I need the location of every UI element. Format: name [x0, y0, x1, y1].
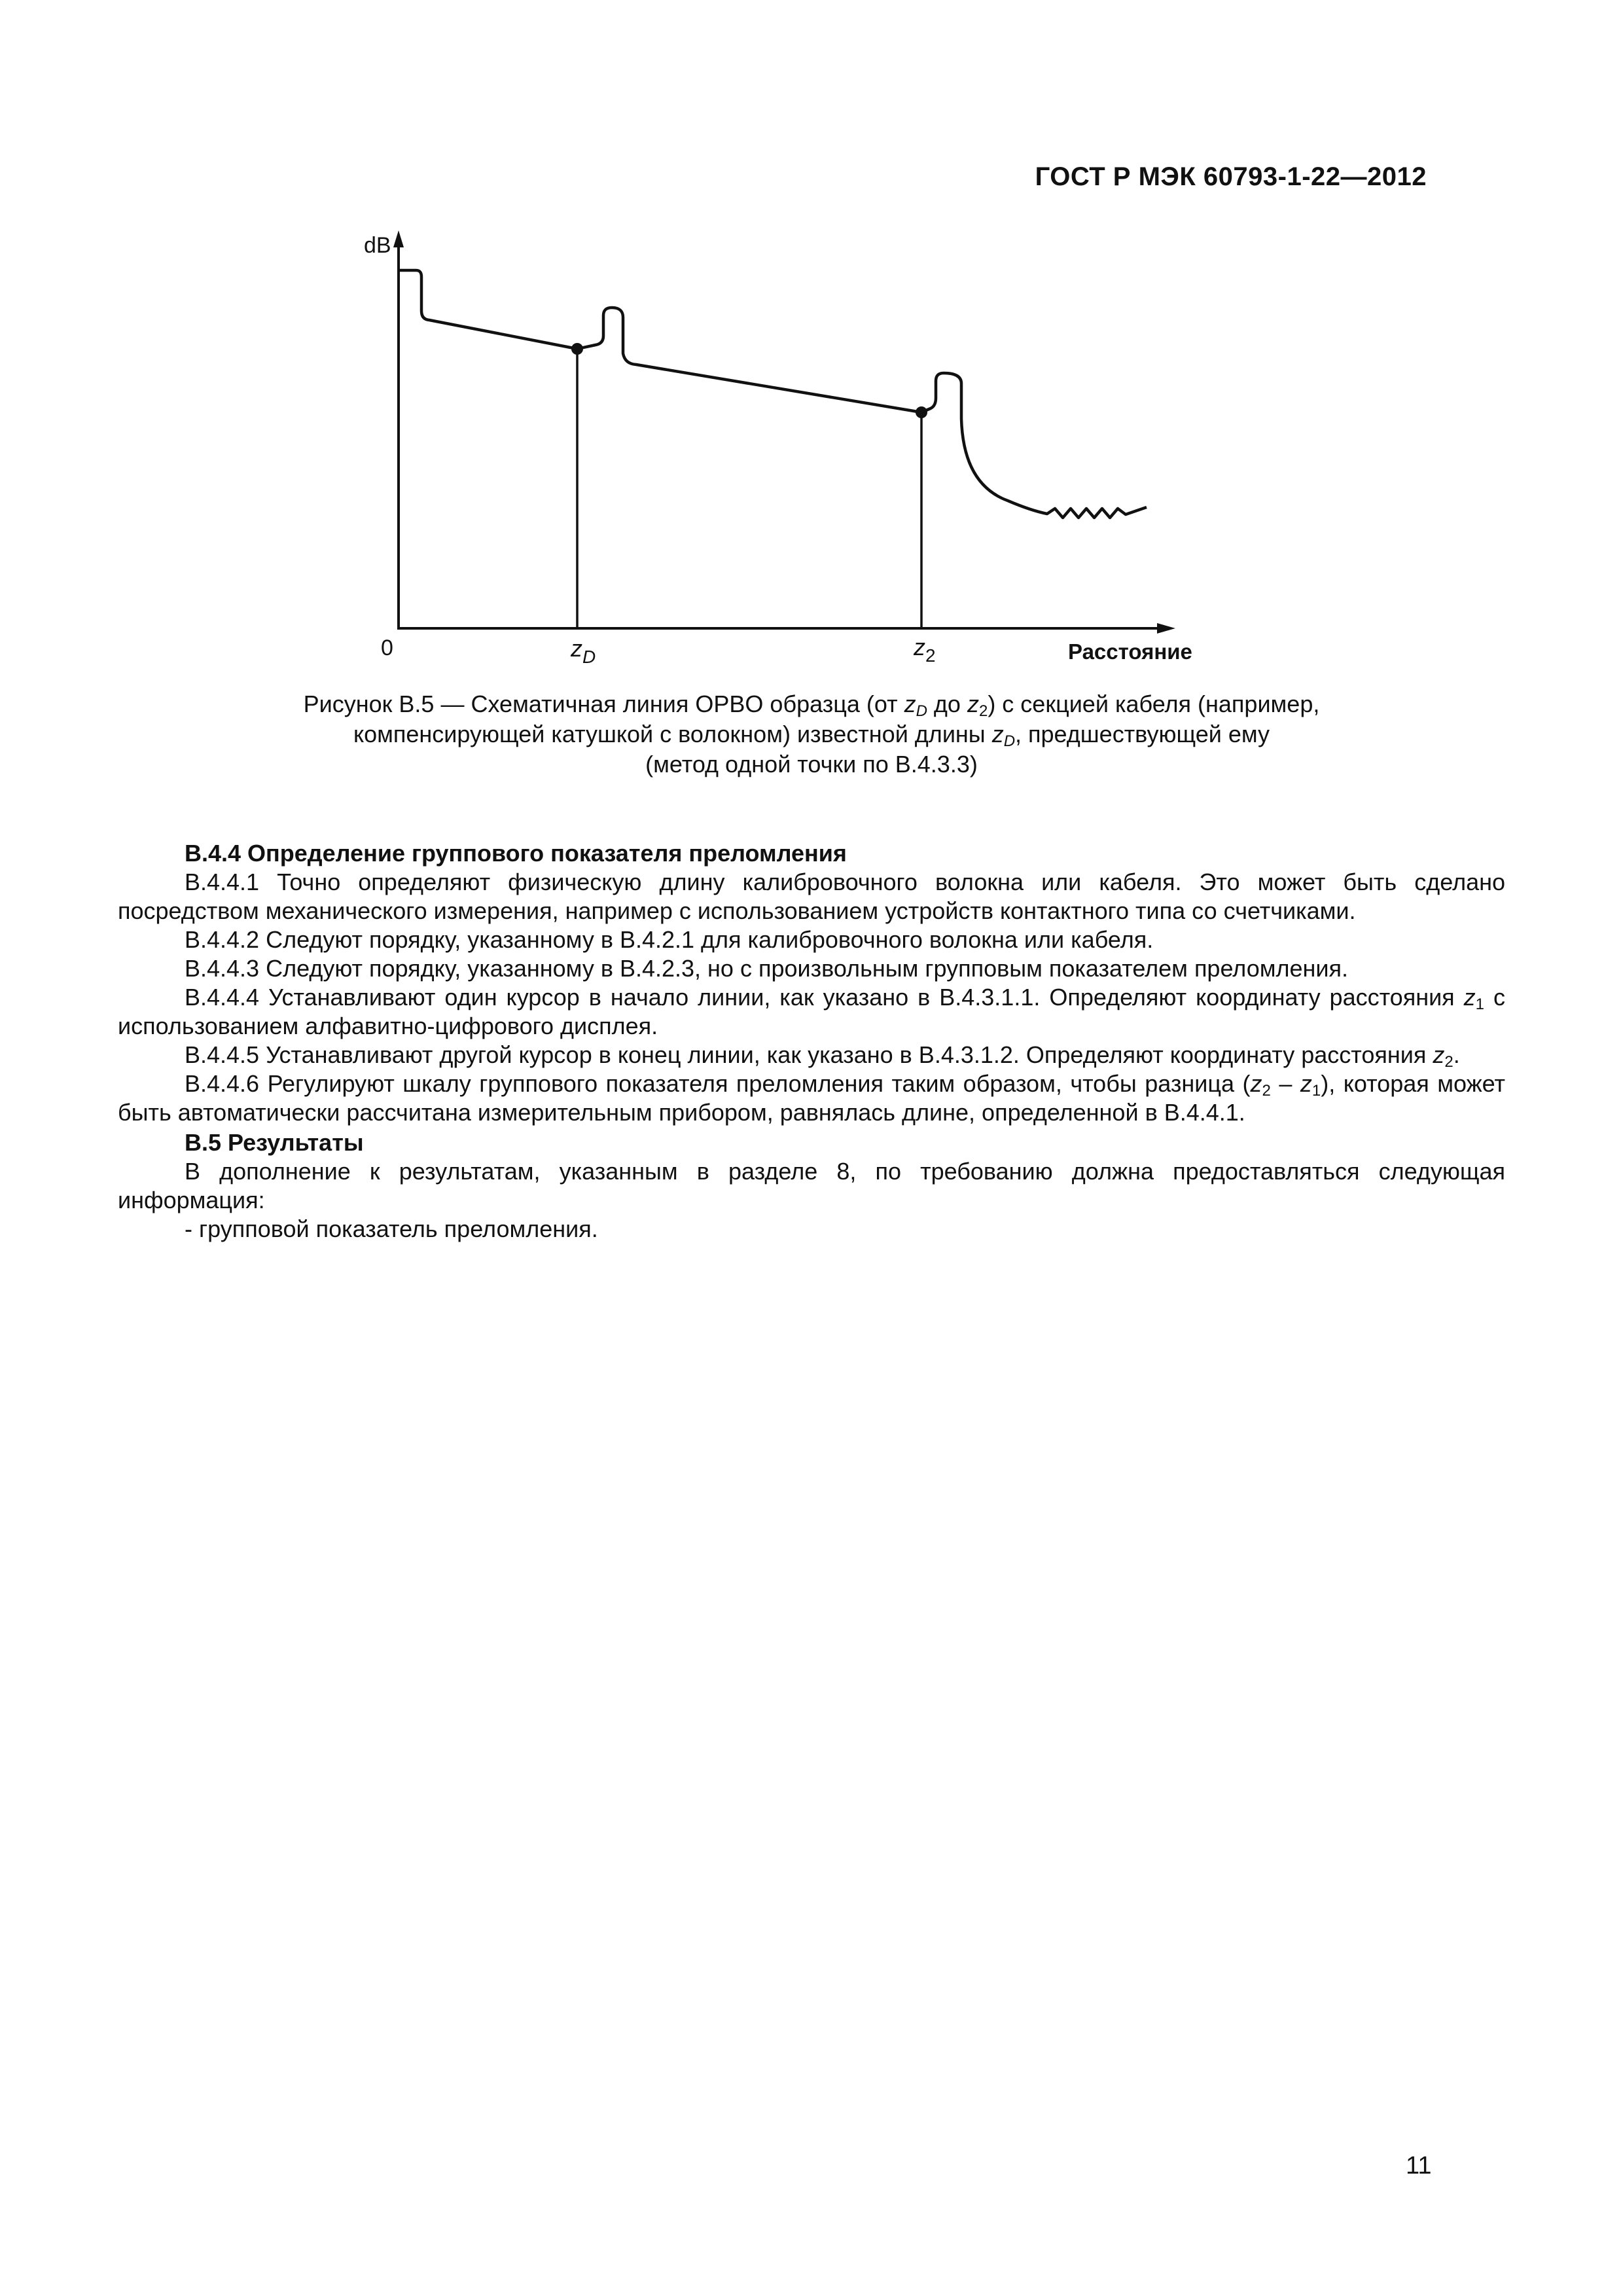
paragraph-b446: B.4.4.6 Регулируют шкалу группового показателя преломления таким образом, чтобы разница $(z_2 - z_1)$, которая может быть автоматически рассчитана измерительным прибором, равнялась длине, определенной в B.4.4.1. [118, 1070, 1505, 1126]
section-b5-heading: B.5 Результаты [185, 1129, 364, 1156]
paragraph-b445: B.4.4.5 Устанавливают другой курсор в конец линии, как указано в B.4.3.1.2. Определяют координату расстояния $z_2$. [185, 1041, 1460, 1071]
paragraph-b443: B.4.4.3 Следуют порядку, указанному в B.4.2.3, но с произвольным групповым показателем преломления. [185, 955, 1348, 982]
section-b44-heading: B.4.4 Определение группового показателя преломления [185, 840, 847, 867]
figure-caption [118, 689, 1505, 780]
z2-axis-label: $z_2$ [914, 634, 936, 666]
paragraph-b442: B.4.4.2 Следуют порядку, указанному в B.4.2.1 для калибровочного волокна или кабеля. [185, 926, 1154, 953]
y-axis-arrowhead [393, 230, 404, 247]
zd-point [571, 343, 583, 355]
z2-point [916, 406, 927, 418]
x-axis-label: Расстояние [1068, 639, 1192, 664]
paragraph-b441: B.4.4.1 Точно определяют физическую длину калибровочного волокна или кабеля. Это может быть сделано посредством механического измерения, например с использованием устройств контактного типа со счетчиками. [118, 869, 1505, 924]
caption-line-2: компенсирующей катушкой с волокном) известной длины $z_D$, предшествующей ему [353, 721, 1270, 750]
list-item-group-index: - групповой показатель преломления. [185, 1215, 598, 1242]
zd-axis-label: $z_D$ [571, 635, 596, 667]
otdr-trace-diagram [0, 0, 1623, 720]
document-code: ГОСТ Р МЭК 60793-1-22—2012 [1035, 162, 1427, 191]
x-axis-arrowhead [1157, 623, 1175, 634]
origin-label: 0 [381, 636, 393, 660]
otdr-trace-line [400, 270, 1147, 518]
otdr-trace-figure [0, 0, 1623, 720]
page-number: 11 [1406, 2152, 1432, 2179]
caption-line-3: (метод одной точки по B.4.3.3) [645, 751, 978, 778]
paragraph-b444: B.4.4.4 Устанавливают один курсор в начало линии, как указано в B.4.3.1.1. Определяют координату расстояния $z_1$ с использованием алфавитно-цифрового дисплея. [118, 984, 1505, 1039]
main-text [118, 839, 1505, 1244]
y-axis-label: dB [364, 233, 391, 258]
paragraph-results: В дополнение к результатам, указанным в разделе 8, по требованию должна предоставляться следующая информация: [118, 1158, 1505, 1213]
caption-line-1: Рисунок B.5 — Схематичная линия OPBO образца (от $z_D$ до $z_2$) с секцией кабеля (например, [303, 691, 1320, 720]
